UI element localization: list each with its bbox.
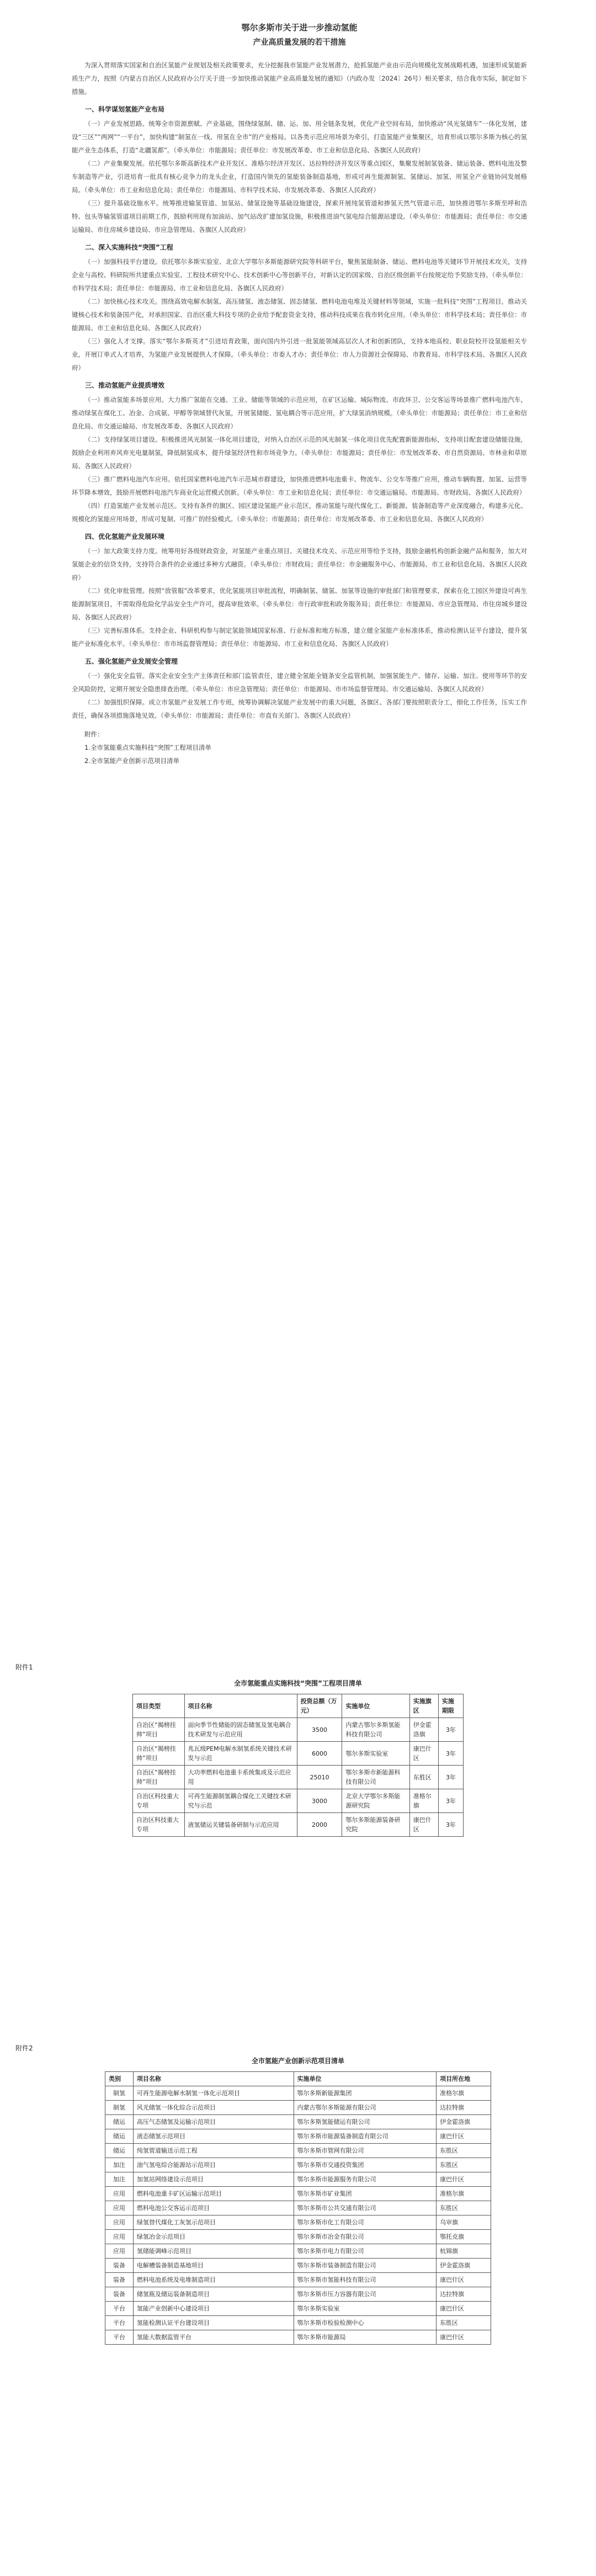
section-paragraph: （二）产业集聚发展。依托鄂尔多斯高新技术产业开发区、准格尔经济开发区、达拉特经济开发区等重点园区，集聚发展制氢装备、储运装备、燃料电池及整车制造等产业，引进培育一批具有核心竞争力的龙头企业，打造国内领先的氢能装备制造基地，形成可再生能源制氢、氢储运、加氢、用氢全产业链协同发展格局。（牵头单位：市工业和信息化局；责任单位：市能源局、市科学技术局、市发展改革委、各旗区人民政府） bbox=[72, 160, 527, 194]
table-cell: 储运 bbox=[105, 2129, 134, 2144]
table-cell: 3500 bbox=[297, 1718, 342, 1742]
table-cell: 鄂尔多斯市检验检测中心 bbox=[294, 2316, 437, 2330]
table-cell: 应用 bbox=[105, 2215, 134, 2230]
table-cell: 康巴什区 bbox=[437, 2273, 491, 2287]
table-cell: 康巴什区 bbox=[409, 1742, 438, 1766]
attachments-heading: 附件： bbox=[84, 730, 104, 738]
annex1-label: 附件1 bbox=[15, 1663, 33, 1671]
table-cell: 东胜区 bbox=[437, 2316, 491, 2330]
column-header: 实施旗区 bbox=[409, 1694, 438, 1718]
section-heading: 三、推动氢能产业提质增效 bbox=[85, 381, 165, 389]
table-cell: 大功率燃料电池重卡系统集成及示范应用 bbox=[184, 1766, 297, 1789]
table-cell: 自治区“揭榜挂帅”项目 bbox=[133, 1718, 185, 1742]
table-cell: 储氢瓶及储运装备制造项目 bbox=[133, 2287, 294, 2302]
section-heading: 四、优化氢能产业发展环境 bbox=[85, 533, 165, 540]
table-cell: 应用 bbox=[105, 2201, 134, 2215]
section-heading: 二、深入实施科技“突围”工程 bbox=[85, 243, 173, 251]
table-cell: 制氢 bbox=[105, 2086, 134, 2101]
section-paragraph: （二）加强组织保障。成立市氢能产业发展工作专班，统筹协调解决氢能产业发展中的重大问题，各旗区、各部门要按照职责分工，细化工作任务，压实工作责任，确保各项措施落地见效。（牵头单位：市能源局；责任单位：市直有关部门、各旗区人民政府） bbox=[72, 698, 527, 719]
table-cell: 氢能产业创新中心建设项目 bbox=[133, 2302, 294, 2316]
table-cell: 制氢 bbox=[105, 2101, 134, 2115]
column-header: 实施单位 bbox=[294, 2072, 437, 2086]
table-cell: 康巴什区 bbox=[437, 2302, 491, 2316]
table-cell: 康巴什区 bbox=[437, 2129, 491, 2144]
section-paragraph: （四）打造氢能产业发展示范区。支持有条件的旗区、园区建设氢能产业示范区，推动氢能与现代煤化工、新能源、装备制造等产业深度融合，构建多元化、规模化的氢能应用场景，形成可复制、可推广的经验模式。（牵头单位：市能源局；责任单位：市发展改革委、市工业和信息化局、各旗区人民政府） bbox=[72, 502, 527, 523]
table-cell: 燃料电池公交客运示范项目 bbox=[133, 2201, 294, 2215]
table-cell: 装备 bbox=[105, 2259, 134, 2273]
table-row bbox=[105, 2287, 491, 2302]
table-cell: 准格尔旗 bbox=[437, 2187, 491, 2201]
table-cell: 准格尔旗 bbox=[409, 1789, 438, 1813]
section-paragraph: （一）产业发展思路。统筹全市资源禀赋、产业基础，围绕绿氢制、储、运、加、用全链条发展，优化产业空间布局，加快推动“风光氢储车”一体化发展，建设“三区”“两网”“一平台”，加快构建“制氢在一线、用氢在全市”的产业格局。以各类示范应用场景为牵引，打造氢能产业集聚区，培育形成以鄂尔多斯为核心的氢能产业生态体系，打造“北疆氢都”。（牵头单位：市能源局；责任单位：市发展改革委、市工业和信息化局、各旗区人民政府） bbox=[72, 120, 527, 154]
table-row bbox=[133, 1813, 464, 1837]
section-paragraph: （三）提升基础设施水平。统筹推进输氢管道、加氢站、储氢设施等基础设施建设，探索开展纯氢管道和掺氢天然气管道示范，加快推进鄂尔多斯至呼和浩特、包头等输氢管道项目前期工作，鼓励利用现有加油站、加气站改扩建加氢设施，积极推进油气氢电综合能源站建设。（牵头单位：市能源局；责任单位：市交通运输局、市住房城乡建设局、市应急管理局、各旗区人民政府） bbox=[72, 199, 527, 234]
annex1-caption: 全市氢能重点实施科技“突围”工程项目清单 bbox=[234, 1679, 362, 1687]
table-cell: 北京大学鄂尔多斯能源研究院 bbox=[342, 1789, 409, 1813]
table-row bbox=[105, 2330, 491, 2345]
table-row bbox=[133, 1742, 464, 1766]
table-cell: 鄂尔多斯市能源局 bbox=[294, 2330, 437, 2345]
table-row bbox=[105, 2172, 491, 2187]
table-row bbox=[133, 1789, 464, 1813]
section-paragraph: （三）完善标准体系。支持企业、科研机构参与制定氢能领域国家标准、行业标准和地方标准，建立健全氢能产业标准体系，推动检测认证平台建设，提升氢能产业标准化水平。（牵头单位：市市场监督管理局；责任单位：市能源局、市工业和信息化局、各旗区人民政府） bbox=[72, 627, 527, 648]
column-header: 实施单位 bbox=[342, 1694, 409, 1718]
table-cell: 达拉特旗 bbox=[437, 2287, 491, 2302]
table-cell: 3年 bbox=[438, 1813, 463, 1837]
table-cell: 应用 bbox=[105, 2230, 134, 2244]
table-row bbox=[105, 2302, 491, 2316]
column-header: 投资总额（万元） bbox=[297, 1694, 342, 1718]
table-cell: 氢能大数据监管平台 bbox=[133, 2330, 294, 2345]
table-cell: 东胜区 bbox=[409, 1766, 438, 1789]
section-paragraph: （一）加强科技平台建设。依托鄂尔多斯实验室、北京大学鄂尔多斯能源研究院等科研平台，聚焦氢能制备、储运、燃料电池等关键环节开展技术攻关，支持企业与高校、科研院所共建重点实验室、工程技术研究中心、技术创新中心等创新平台，对新认定的国家级、自治区级创新平台按规定给予奖励支持。（牵头单位：市科学技术局；责任单位：市能源局、市工业和信息化局、各旗区人民政府） bbox=[72, 258, 527, 292]
annex2-label: 附件2 bbox=[15, 2044, 33, 2052]
column-header: 项目名称 bbox=[133, 2072, 294, 2086]
table-cell: 3年 bbox=[438, 1742, 463, 1766]
section-heading: 一、科学谋划氢能产业布局 bbox=[85, 105, 165, 113]
section-heading: 五、强化氢能产业发展安全管理 bbox=[85, 658, 178, 665]
table-row bbox=[105, 2086, 491, 2101]
table-cell: 3年 bbox=[438, 1789, 463, 1813]
table-cell: 康巴什区 bbox=[409, 1813, 438, 1837]
table-row bbox=[105, 2187, 491, 2201]
column-header: 项目所在地 bbox=[437, 2072, 491, 2086]
table-cell: 6000 bbox=[297, 1742, 342, 1766]
table-cell: 鄂尔多斯实验室 bbox=[342, 1742, 409, 1766]
table-cell: 绿氢冶金示范项目 bbox=[133, 2230, 294, 2244]
table-header-row bbox=[105, 2072, 491, 2086]
table-header-row bbox=[133, 1694, 464, 1718]
section-paragraph: （二）优化审批管理。按照“放管服”改革要求，优化氢能项目审批流程，明确制氢、储氢、加氢等设施的审批部门和管理要求，探索在化工园区外建设可再生能源制氢项目，不需取得危险化学品安全生产许可，提高审批效率。（牵头单位：市行政审批和政务服务局；责任单位：市能源局、市应急管理局、市住房城乡建设局、各旗区人民政府） bbox=[72, 587, 527, 621]
table-cell: 液氢储运关键装备研制与示范应用 bbox=[184, 1813, 297, 1837]
table-cell: 乌审旗 bbox=[437, 2215, 491, 2230]
table-cell: 25010 bbox=[297, 1766, 342, 1789]
table-cell: 储运 bbox=[105, 2115, 134, 2129]
section-paragraph: （二）支持绿氢项目建设。积极推进风光制氢一体化项目建设，对纳入自治区示范的风光制氢一体化项目优先配置新能源指标，支持项目配套建设储能设施，鼓励企业利用弃风弃光电量制氢，降低制氢成本，提升绿氢经济性和市场竞争力。（牵头单位：市能源局；责任单位：市发展改革委、市自然资源局、市林业和草原局、各旗区人民政府） bbox=[72, 436, 527, 470]
table-cell: 鄂尔多斯市公共交通有限公司 bbox=[294, 2201, 437, 2215]
section-paragraph: （二）加快核心技术攻关。围绕高效电解水制氢、高压储氢、液态储氢、固态储氢、燃料电池电堆及关键材料等领域，实施一批科技“突围”工程项目，推动关键核心技术和装备国产化，对承担国家、自治区重大科技专项的企业给予配套资金支持，推动科技成果在我市转化应用。（牵头单位：市科学技术局；责任单位：市能源局、市工业和信息化局、各旗区人民政府） bbox=[72, 298, 527, 332]
table-cell: 高压气态储氢及运输示范项目 bbox=[133, 2115, 294, 2129]
attachment-item: 1.全市氢能重点实施科技“突围”工程项目清单 bbox=[84, 744, 211, 751]
table-cell: 风光储氢一体化综合示范项目 bbox=[133, 2101, 294, 2115]
table-cell: 伊金霍洛旗 bbox=[437, 2259, 491, 2273]
table-row bbox=[105, 2144, 491, 2158]
table-row bbox=[105, 2244, 491, 2259]
document-title: 鄂尔多斯市关于进一步推动氢能 bbox=[241, 23, 358, 33]
section-paragraph: （一）加大政策支持力度。统筹用好各级财政资金，对氢能产业重点项目、关键技术攻关、示范应用等给予支持，鼓励金融机构创新金融产品和服务，加大对氢能企业的信贷支持，支持符合条件的企业通过多种方式融资。（牵头单位：市财政局；责任单位：市金融服务中心、市能源局、市工业和信息化局、各旗区人民政府） bbox=[72, 547, 527, 581]
table-cell: 达拉特旗 bbox=[437, 2101, 491, 2115]
table-cell: 燃料电池系统及电堆制造项目 bbox=[133, 2273, 294, 2287]
table-row bbox=[105, 2273, 491, 2287]
table-cell: 鄂尔多斯市氢能科技有限公司 bbox=[294, 2273, 437, 2287]
table-cell: 兆瓦级PEM电解水制氢系统关键技术研发与示范 bbox=[184, 1742, 297, 1766]
table-cell: 电解槽装备制造基地项目 bbox=[133, 2259, 294, 2273]
table-cell: 3年 bbox=[438, 1718, 463, 1742]
table-cell: 鄂尔多斯市新能源科技有限公司 bbox=[342, 1766, 409, 1789]
table-cell: 自治区科技重大专项 bbox=[133, 1789, 185, 1813]
table-cell: 3年 bbox=[438, 1766, 463, 1789]
table-cell: 自治区“揭榜挂帅”项目 bbox=[133, 1742, 185, 1766]
table-cell: 鄂尔多斯市交通投资集团 bbox=[294, 2158, 437, 2172]
table-cell: 东胜区 bbox=[437, 2144, 491, 2158]
table-cell: 鄂尔多斯市化工有限公司 bbox=[294, 2215, 437, 2230]
table-cell: 鄂尔多斯市电力有限公司 bbox=[294, 2244, 437, 2259]
annex1-table bbox=[132, 1694, 464, 1837]
table-cell: 绿氢替代煤化工灰氢示范项目 bbox=[133, 2215, 294, 2230]
table-cell: 应用 bbox=[105, 2187, 134, 2201]
table-cell: 储运 bbox=[105, 2144, 134, 2158]
table-cell: 油气氢电综合能源站示范项目 bbox=[133, 2158, 294, 2172]
table-cell: 燃料电池重卡矿区运输示范项目 bbox=[133, 2187, 294, 2201]
table-row bbox=[133, 1766, 464, 1789]
table-cell: 氢能检测认证平台建设项目 bbox=[133, 2316, 294, 2330]
section-paragraph: （三）推广燃料电池汽车应用。依托国家燃料电池汽车示范城市群建设，加快推进燃料电池重卡、物流车、公交车等推广应用，推动车辆购置、加氢、运营等环节降本增效，鼓励开展燃料电池汽车商业化运营模式创新。（牵头单位：市工业和信息化局；责任单位：市交通运输局、市能源局、市财政局、各旗区人民政府） bbox=[72, 475, 527, 496]
table-cell: 准格尔旗 bbox=[437, 2086, 491, 2101]
table-cell: 平台 bbox=[105, 2316, 134, 2330]
table-cell: 可再生能源制氢耦合煤化工关键技术研究与示范 bbox=[184, 1789, 297, 1813]
table-cell: 平台 bbox=[105, 2302, 134, 2316]
table-cell: 可再生能源电解水制氢一体化示范项目 bbox=[133, 2086, 294, 2101]
sections-container bbox=[72, 103, 527, 722]
table-cell: 东胜区 bbox=[437, 2201, 491, 2215]
section-paragraph: （一）强化安全监管。落实企业安全生产主体责任和部门监管责任，建立健全氢能全链条安全监管机制，加强氢能生产、储存、运输、加注、使用等环节的安全风险防控，定期开展安全隐患排查治理。（牵头单位：市应急管理局；责任单位：市能源局、市市场监督管理局、市交通运输局、各旗区人民政府） bbox=[72, 672, 527, 693]
table-cell: 鄂尔多斯市装备制造有限公司 bbox=[294, 2259, 437, 2273]
table-row bbox=[105, 2215, 491, 2230]
table-cell: 平台 bbox=[105, 2330, 134, 2345]
table-cell: 内蒙古鄂尔多斯氢能科技有限公司 bbox=[342, 1718, 409, 1742]
table-cell: 自治区“揭榜挂帅”项目 bbox=[133, 1766, 185, 1789]
table-cell: 伊金霍洛旗 bbox=[409, 1718, 438, 1742]
table-cell: 自治区科技重大专项 bbox=[133, 1813, 185, 1837]
table-row bbox=[105, 2259, 491, 2273]
section-paragraph: （一）推动氢能多场景应用。大力推广氢能在交通、工业、储能等领域的示范应用，在矿区运输、城际物流、市政环卫、公交客运等场景推广燃料电池汽车，推动绿氢在煤化工、冶金、合成氨、甲醇等领域替代灰氢，开展氢储能、氢电耦合等示范应用，扩大绿氢消纳规模。（牵头单位：市能源局；责任单位：市工业和信息化局、市交通运输局、市发展改革委、各旗区人民政府） bbox=[72, 396, 527, 430]
table-cell: 鄂尔多斯能源装备研究院 bbox=[342, 1813, 409, 1837]
table-row bbox=[105, 2129, 491, 2144]
table-row bbox=[105, 2115, 491, 2129]
table-cell: 鄂尔多斯市管网有限公司 bbox=[294, 2144, 437, 2158]
table-row bbox=[105, 2316, 491, 2330]
attachment-item: 2.全市氢能产业创新示范项目清单 bbox=[84, 757, 179, 765]
table-cell: 内蒙古鄂尔多斯能源有限公司 bbox=[294, 2101, 437, 2115]
document-body bbox=[72, 21, 527, 767]
table-cell: 鄂尔多斯实验室 bbox=[294, 2302, 437, 2316]
table-cell: 鄂尔多斯市冶金有限公司 bbox=[294, 2230, 437, 2244]
table-cell: 加注 bbox=[105, 2172, 134, 2187]
section-paragraph: （三）强化人才支撑。落实“鄂尔多斯英才”引进培育政策，面向国内外引进一批氢能领域高层次人才和创新团队，支持本地高校、职业院校开设氢能相关专业，开展订单式人才培养，为氢能产业发展提供人才保障。（牵头单位：市委人才办；责任单位：市人力资源社会保障局、市教育局、市科学技术局、各旗区人民政府） bbox=[72, 337, 527, 372]
table-cell: 装备 bbox=[105, 2273, 134, 2287]
intro-paragraph: 为深入贯彻落实国家和自治区氢能产业规划及相关政策要求，充分挖掘我市氢能产业发展潜力，抢抓氢能产业由示范向规模化发展战略机遇，加速形成氢能新质生产力，按照《内蒙古自治区人民政府办公厅关于进一步加快推动氢能产业高质量发展的通知》（内政办发〔2024〕26号）相关要求，结合我市实际，制定如下措施。 bbox=[72, 61, 527, 96]
table-cell: 装备 bbox=[105, 2287, 134, 2302]
table-cell: 鄂尔多斯新能源集团 bbox=[294, 2086, 437, 2101]
table-cell: 鄂尔多斯市能源服务有限公司 bbox=[294, 2172, 437, 2187]
table-cell: 液态储氢示范项目 bbox=[133, 2129, 294, 2144]
table-row bbox=[105, 2230, 491, 2244]
table-cell: 杭锦旗 bbox=[437, 2244, 491, 2259]
table-row bbox=[133, 1718, 464, 1742]
table-cell: 鄂尔多斯市能源装备制造有限公司 bbox=[294, 2129, 437, 2144]
column-header: 实施期限 bbox=[438, 1694, 463, 1718]
table-cell: 氢储能调峰示范项目 bbox=[133, 2244, 294, 2259]
annex2-caption: 全市氢能产业创新示范项目清单 bbox=[251, 2057, 344, 2065]
column-header: 项目类型 bbox=[133, 1694, 185, 1718]
table-row bbox=[105, 2201, 491, 2215]
table-cell: 加注 bbox=[105, 2158, 134, 2172]
annex2-table bbox=[105, 2071, 491, 2345]
table-cell: 应用 bbox=[105, 2244, 134, 2259]
column-header: 项目名称 bbox=[184, 1694, 297, 1718]
table-cell: 2000 bbox=[297, 1813, 342, 1837]
table-cell: 面向季节性储能的固态储氢及氢电耦合技术研发与示范应用 bbox=[184, 1718, 297, 1742]
table-cell: 加氢站网络建设示范项目 bbox=[133, 2172, 294, 2187]
table-cell: 3000 bbox=[297, 1789, 342, 1813]
table-cell: 鄂尔多斯市矿业集团 bbox=[294, 2187, 437, 2201]
table-row bbox=[105, 2158, 491, 2172]
attachment-list bbox=[72, 728, 527, 767]
table-row bbox=[105, 2101, 491, 2115]
table-cell: 鄂尔多斯氢能储运有限公司 bbox=[294, 2115, 437, 2129]
document-subtitle: 产业高质量发展的若干措施 bbox=[253, 38, 346, 47]
column-header: 类别 bbox=[105, 2072, 134, 2086]
table-cell: 鄂尔多斯市压力容器有限公司 bbox=[294, 2287, 437, 2302]
table-cell: 东胜区 bbox=[437, 2158, 491, 2172]
table-cell: 鄂托克旗 bbox=[437, 2230, 491, 2244]
table-cell: 康巴什区 bbox=[437, 2330, 491, 2345]
table-cell: 伊金霍洛旗 bbox=[437, 2115, 491, 2129]
table-cell: 纯氢管道输送示范工程 bbox=[133, 2144, 294, 2158]
table-cell: 康巴什区 bbox=[437, 2172, 491, 2187]
